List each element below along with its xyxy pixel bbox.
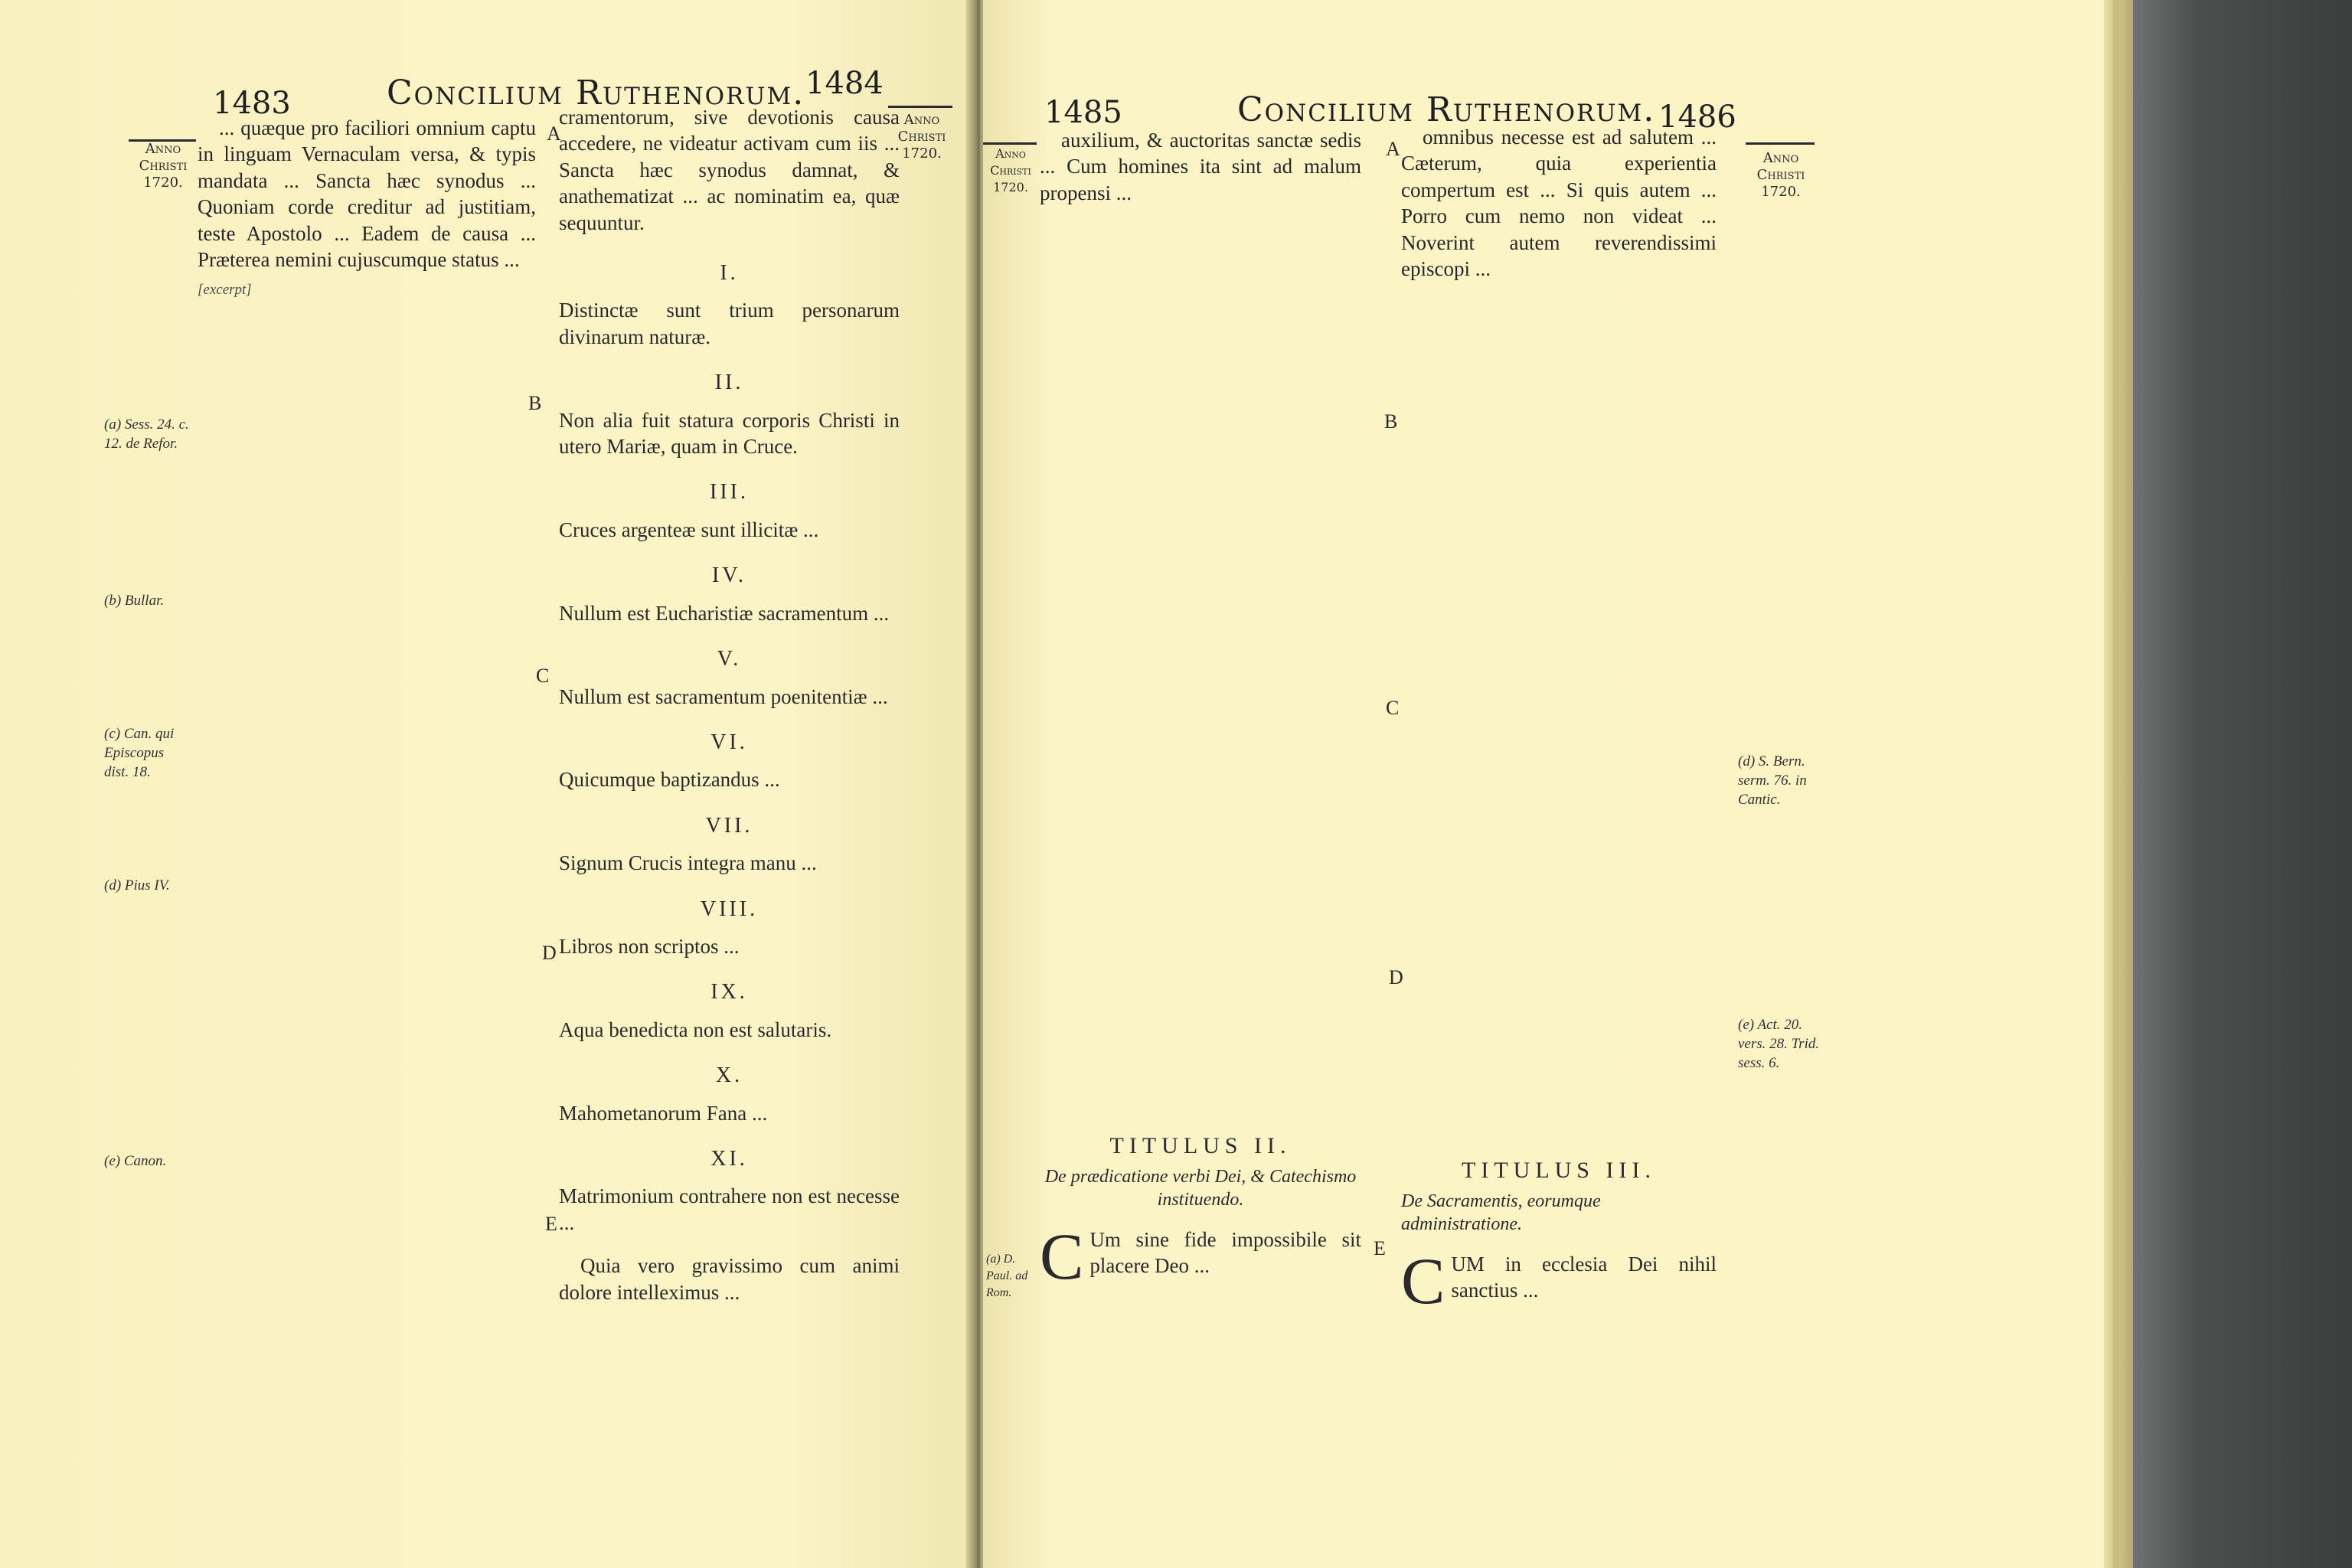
left-column-text: ... quæque pro faciliori omnium captu in linguam Vernaculam versa, & typis mandata ... Sancta hæc synodus ... Quoniam corde creditur ad justitiam, teste Apostolo ... Eadem de causa ... Præterea nemini cujuscumque status ... — [198, 116, 536, 272]
section-letter-c: C — [536, 665, 550, 687]
right-column — [559, 104, 900, 1305]
canon-text: Mahometanorum Fana ... — [559, 1101, 768, 1125]
canon-1 — [559, 260, 900, 350]
page-number-left: 1485 — [1044, 95, 1122, 130]
right-column-intro: cramentorum, sive devotionis causa accedere, ne videatur activam cum iis ... Sancta hæc synodus damnat, & anathematizat ... ac nominatim ea, quæ sequuntur. — [559, 106, 900, 234]
anno-christi-right: Anno Christi 1720. — [897, 112, 946, 162]
section-letter-b: B — [528, 392, 542, 414]
canon-11 — [559, 1146, 900, 1236]
board-ridge — [2113, 0, 2119, 1568]
margin-note-c: (c) Can. qui Episcopus dist. 18. — [104, 726, 175, 780]
page-number-right: 1484 — [805, 66, 884, 101]
canon-number: VII. — [705, 813, 753, 838]
canon-number: VIII. — [700, 897, 759, 921]
canon-number: III. — [710, 480, 749, 505]
section-letter-a: A — [547, 122, 561, 145]
canon-text: Nullum est sacramentum poenitentiæ ... — [559, 684, 888, 708]
section-letter-b: B — [1384, 410, 1398, 433]
section-letter-a: A — [1386, 138, 1400, 160]
margin-note-e: (e) Canon. — [104, 1153, 167, 1169]
book-cover-board — [2133, 0, 2352, 1568]
canon-number: X. — [715, 1063, 743, 1088]
canon-3 — [559, 479, 900, 543]
titulus-ii-block — [1040, 1133, 1361, 1293]
titulus-iii-subtitle: De Sacramentis, eorumque administratione. — [1401, 1191, 1601, 1234]
running-head: Concilium Ruthenorum. — [387, 74, 805, 113]
titulus-iii-text: UM in ecclesia Dei nihil sanctius ... — [1451, 1253, 1717, 1302]
canon-4 — [559, 563, 900, 626]
canon-number: II. — [714, 371, 744, 395]
left-column — [1040, 127, 1361, 206]
canon-6 — [559, 730, 900, 793]
canon-number: I. — [720, 261, 739, 286]
canon-number: IV. — [712, 564, 746, 588]
canon-text: Matrimonium contrahere non est necesse ... — [559, 1184, 900, 1234]
titulus-ii-paragraph — [1040, 1220, 1361, 1293]
section-letter-d: D — [542, 942, 557, 964]
canon-text: Quicumque baptizandus ... — [559, 768, 780, 792]
right-page — [983, 0, 2104, 1568]
canon-5 — [559, 646, 900, 710]
page-number-right: 1486 — [1658, 100, 1736, 135]
titulus-iii-heading: TITULUS III. — [1462, 1158, 1656, 1183]
canon-number: V. — [717, 647, 742, 671]
section-letter-d: D — [1389, 966, 1403, 988]
canon-text: Non alia fuit statura corporis Christi in utero Mariæ, quam in Cruce. — [559, 408, 900, 459]
margin-note-b: (b) Bullar. — [104, 593, 165, 609]
canon-9 — [559, 979, 900, 1043]
canon-text: Libros non scriptos ... — [559, 934, 740, 958]
left-column-note: [excerpt] — [198, 282, 252, 299]
header-rule-left — [983, 142, 1037, 145]
canon-text: Signum Crucis integra manu ... — [559, 851, 817, 875]
drop-cap-c: C — [1040, 1220, 1084, 1293]
section-letter-e: E — [545, 1213, 557, 1235]
left-column-text: auxilium, & auctoritas sanctæ sedis ... Cum homines ita sint ad malum propensi ... — [1040, 129, 1361, 204]
canon-7 — [559, 813, 900, 877]
margin-note-d: (d) S. Bern. serm. 76. in Cantic. — [1738, 753, 1807, 808]
titulus-ii-text: Um sine fide impossibile sit placere Deo ... — [1089, 1228, 1361, 1278]
titulus-iii-paragraph — [1401, 1244, 1717, 1318]
header-rule-right — [1746, 142, 1815, 145]
canon-8 — [559, 897, 900, 960]
anno-christi-left: Anno Christi 1720. — [139, 141, 188, 191]
running-head: Concilium Ruthenorum. — [1237, 90, 1656, 129]
titulus-ii-heading: TITULUS II. — [1109, 1133, 1292, 1158]
canon-2 — [559, 370, 900, 459]
drop-cap-c: C — [1401, 1244, 1446, 1318]
canon-number: VI. — [710, 730, 748, 754]
canon-text: Distinctæ sunt trium personarum divinarum naturæ. — [559, 299, 900, 348]
right-column-tail: Quia vero gravissimo cum animi dolore intelleximus ... — [559, 1254, 900, 1304]
titulus-ii-subtitle: De prædicatione verbi Dei, & Catechismo instituendo. — [1044, 1167, 1357, 1210]
right-column — [1401, 124, 1717, 282]
anno-christi-right: Anno Christi 1720. — [1756, 150, 1805, 200]
canon-10 — [559, 1063, 900, 1126]
margin-note-d: (d) Pius IV. — [104, 877, 170, 893]
right-column-text: omnibus necesse est ad salutem ... Cæterum, quia experientia compertum est ... Si quis autem ... Porro cum nemo non videat ... Noverint autem reverendissimi episcopi ... — [1401, 126, 1717, 281]
titulus-iii-block — [1401, 1158, 1717, 1318]
left-page — [0, 0, 974, 1568]
page-number-left: 1483 — [213, 86, 291, 121]
section-letter-e: E — [1374, 1237, 1386, 1259]
section-letter-c: C — [1386, 697, 1400, 719]
anno-christi-left: Anno Christi 1720. — [990, 146, 1031, 194]
margin-note-a: (a) Sess. 24. c. 12. de Refor. — [104, 416, 189, 452]
canon-text: Nullum est Eucharistiæ sacramentum ... — [559, 601, 890, 625]
margin-note-e: (e) Act. 20. vers. 28. Trid. sess. 6. — [1738, 1017, 1820, 1071]
canon-number: XI. — [710, 1146, 748, 1171]
canon-text: Cruces argenteæ sunt illicitæ ... — [559, 518, 819, 541]
canon-number: IX. — [710, 980, 748, 1004]
canon-text: Aqua benedicta non est salutaris. — [559, 1018, 832, 1041]
margin-note-a: (a) D. Paul. ad Rom. — [986, 1253, 1028, 1299]
left-column — [198, 115, 536, 300]
